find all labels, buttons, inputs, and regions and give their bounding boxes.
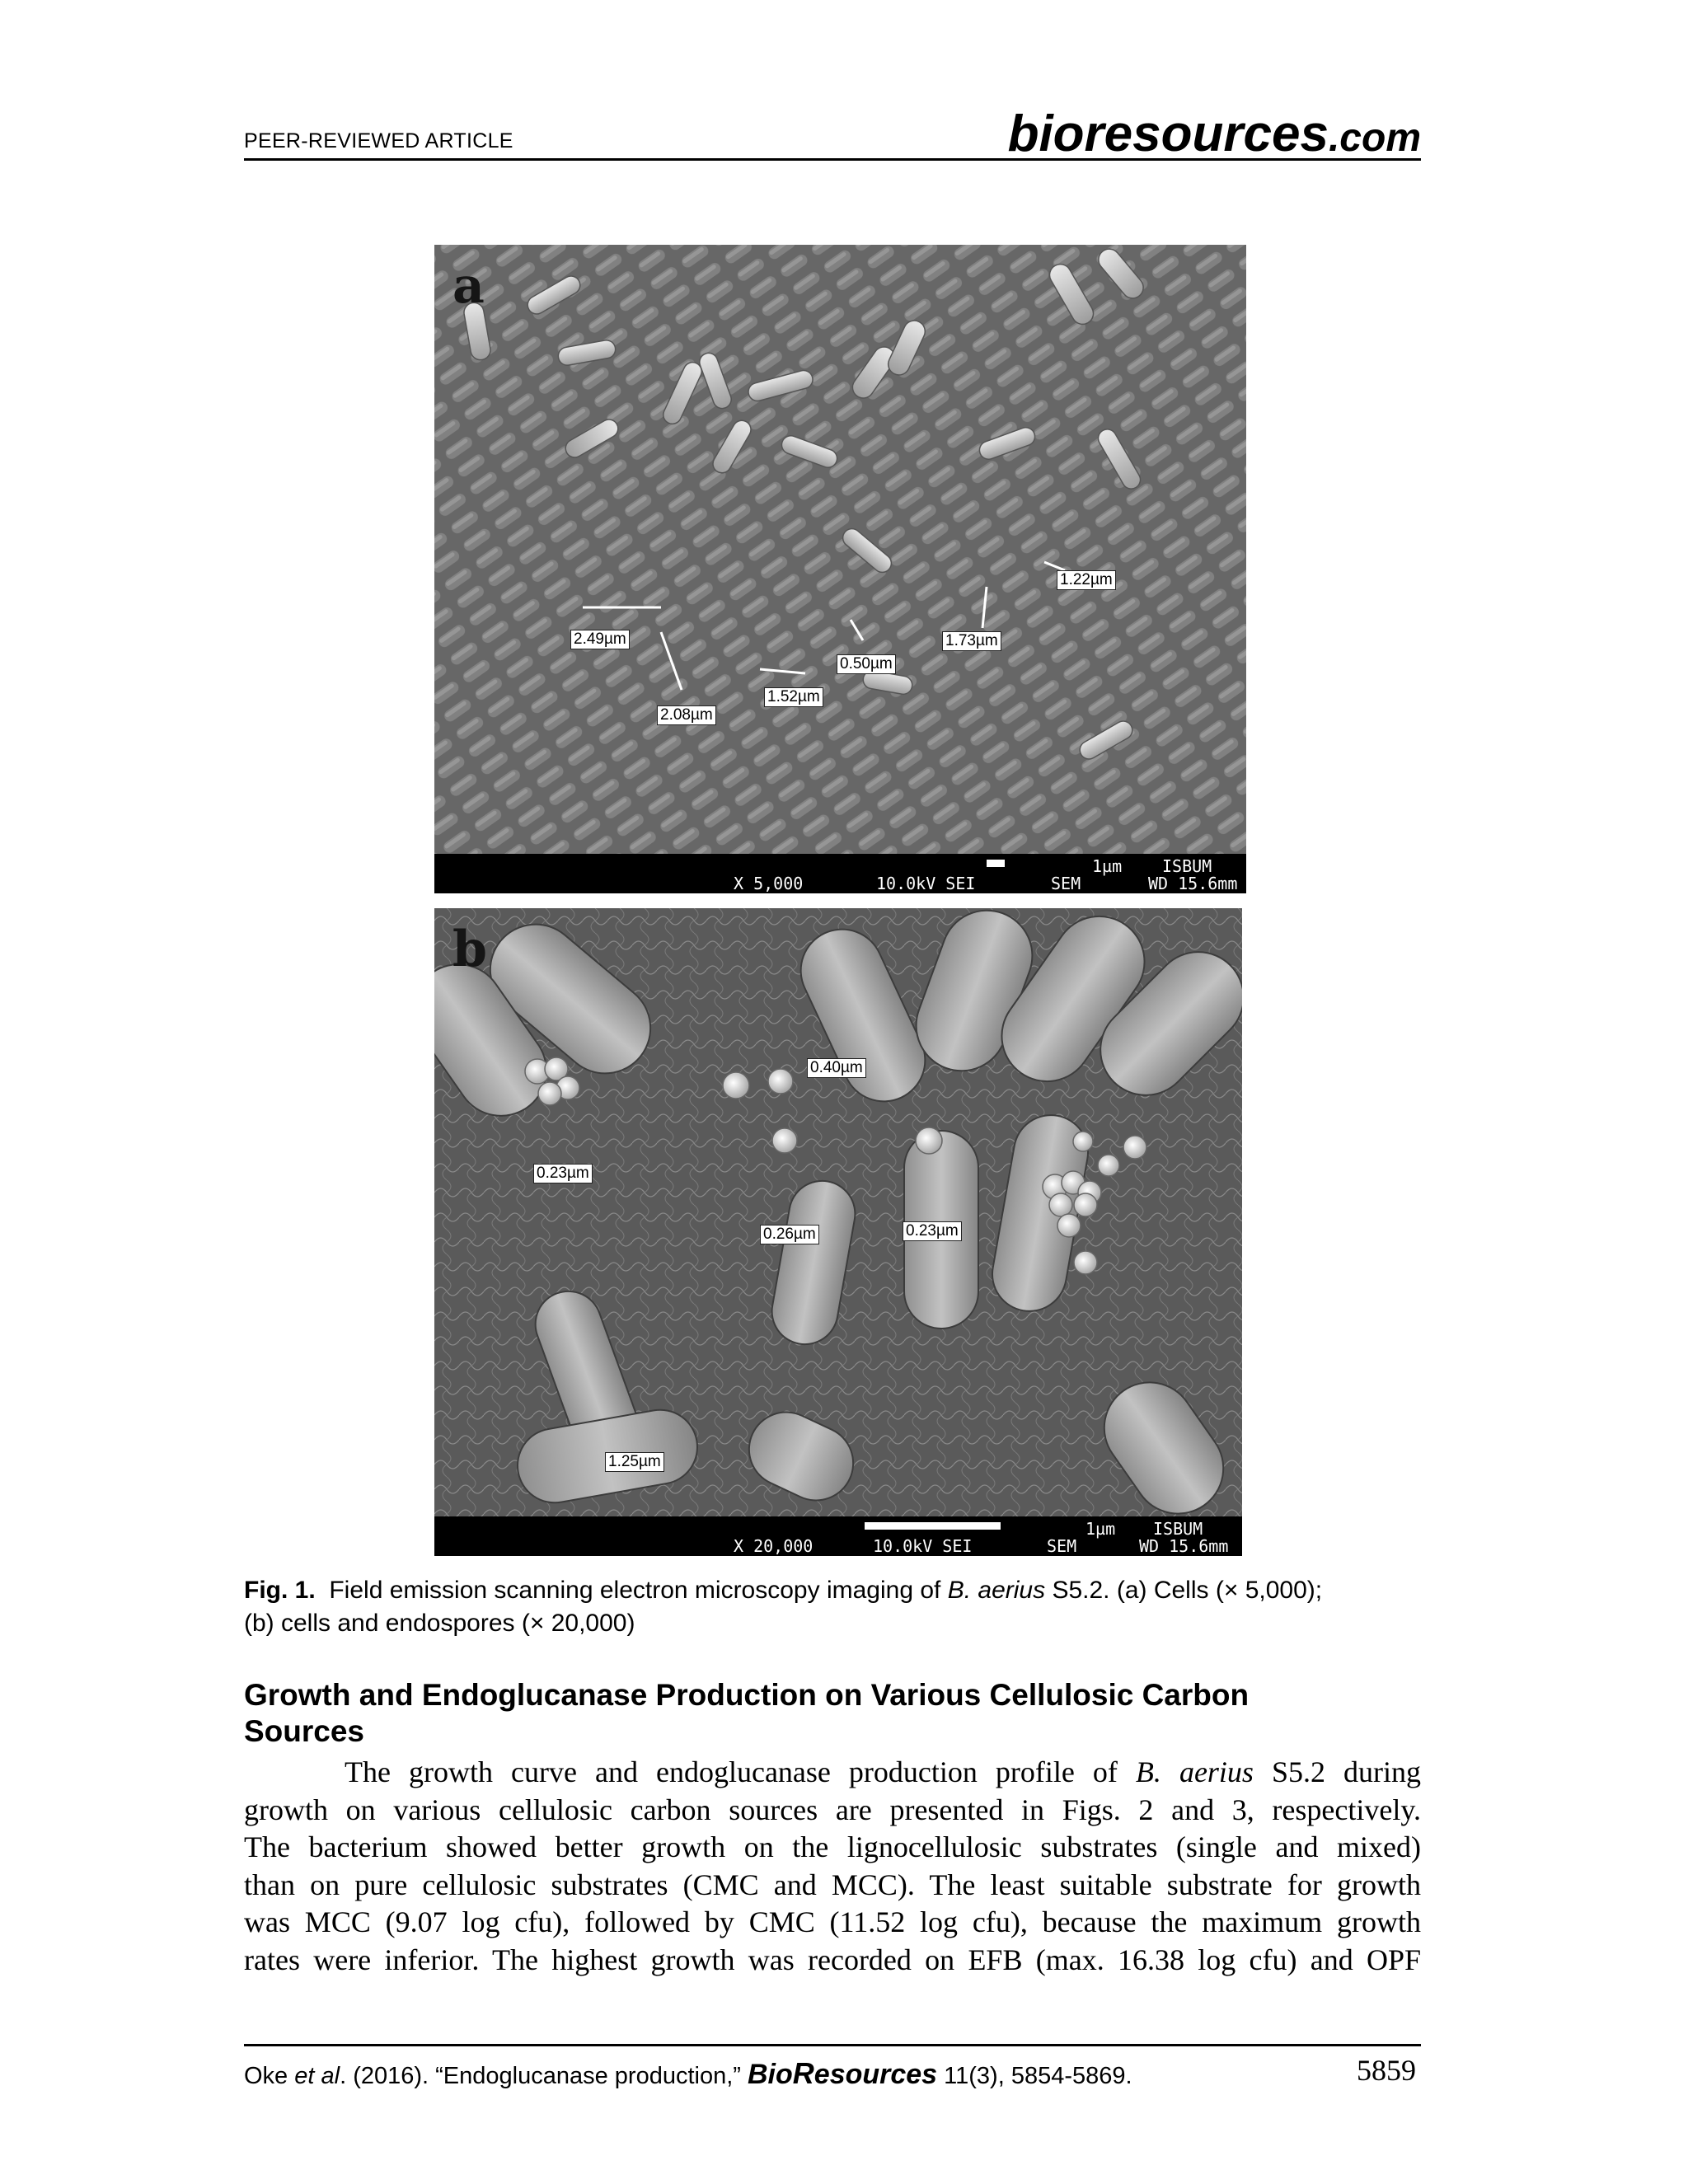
measurement-label: 2.49µm xyxy=(570,630,630,649)
measurement-label: 2.08µm xyxy=(657,705,716,725)
sem-micrograph-b xyxy=(434,908,1242,1518)
page-header xyxy=(244,99,1421,161)
site-suffix: .com xyxy=(1328,116,1421,160)
paragraph-line: rates were inferior. The highest growth was recorded on EFB (max. 16.38 log cfu) and OPF xyxy=(244,1943,1421,1976)
journal-site-logo xyxy=(1007,105,1421,162)
working-distance: WD 15.6mm xyxy=(1148,874,1238,893)
paragraph-line: growth on various cellulosic carbon sources are presented in Figs. 2 and 3, respectively. xyxy=(244,1793,1421,1826)
journal-name-part: Bio xyxy=(748,2059,793,2090)
magnification: X 20,000 xyxy=(734,1536,814,1556)
scale-value: 1µm xyxy=(1092,856,1123,876)
caption-text: S5.2. (a) Cells (× 5,000); xyxy=(1052,1577,1323,1604)
measurement-label: 1.73µm xyxy=(942,631,1001,651)
body-paragraph xyxy=(244,1754,1421,1979)
figure-caption xyxy=(244,1574,1421,1640)
measurement-label: 0.23µm xyxy=(533,1164,593,1183)
sem-image-panel-a xyxy=(434,245,1246,893)
article-type-label: PEER-REVIEWED ARTICLE xyxy=(244,129,513,152)
citation-title: . (2016). “Endoglucanase production,” xyxy=(340,2063,741,2089)
section-title-line: Sources xyxy=(244,1714,365,1748)
page-number: 5859 xyxy=(1357,2054,1416,2087)
paragraph-line: was MCC (9.07 log cfu), followed by CMC (11.52 log cfu), because the maximum growth xyxy=(244,1905,1421,1938)
voltage-mode: 10.0kV SEI xyxy=(873,1536,973,1556)
citation-authors: Oke xyxy=(244,2063,288,2089)
text-run: S5.2 during xyxy=(1253,1755,1422,1788)
imaging-mode: SEM xyxy=(1051,874,1081,893)
page-footer xyxy=(244,2056,1421,2091)
sem-image-panel-b xyxy=(434,908,1242,1556)
measurement-label: 1.52µm xyxy=(764,687,823,707)
paragraph-line: The bacterium showed better growth on the lignocellulosic substrates (single and mixed) xyxy=(244,1830,1421,1863)
species-name: B. aerius xyxy=(1135,1755,1254,1788)
facility-name: ISBUM xyxy=(1162,856,1212,876)
facility-name: ISBUM xyxy=(1153,1519,1203,1539)
journal-name-part: R xyxy=(792,2056,814,2090)
sem-micrograph-a xyxy=(434,245,1246,855)
paragraph-line xyxy=(244,1754,1421,1792)
section-title-line: Growth and Endoglucanase Production on Various Cellulosic Carbon xyxy=(244,1678,1250,1712)
caption-text: (b) cells and endospores (× 20,000) xyxy=(244,1610,635,1637)
citation-et-al: et al xyxy=(294,2063,340,2089)
sem-info-bar-b xyxy=(434,1516,1242,1556)
scale-value: 1µm xyxy=(1085,1519,1116,1539)
measurement-label: 0.40µm xyxy=(807,1058,866,1078)
citation-volume: 11(3), 5854-5869. xyxy=(944,2063,1132,2089)
measurement-label: 0.26µm xyxy=(760,1225,819,1244)
measurement-label: 0.23µm xyxy=(903,1221,962,1241)
working-distance: WD 15.6mm xyxy=(1139,1536,1229,1556)
journal-name-part: esources xyxy=(814,2059,938,2090)
paragraph-line: than on pure cellulosic substrates (CMC and MCC). The least suitable substrate for growth xyxy=(244,1868,1421,1901)
figure-label: Fig. 1. xyxy=(244,1577,316,1604)
text-run: The growth curve and endoglucanase production profile of xyxy=(345,1755,1136,1788)
site-name: bioresources xyxy=(1007,105,1329,162)
scale-bar-mark xyxy=(865,1522,1001,1530)
caption-text: Field emission scanning electron microscopy imaging of xyxy=(329,1577,941,1604)
voltage-mode: 10.0kV SEI xyxy=(876,874,976,893)
section-heading xyxy=(244,1677,1421,1750)
measurement-label: 1.22µm xyxy=(1057,570,1116,590)
footer-divider xyxy=(244,2044,1421,2046)
measurement-label: 0.50µm xyxy=(837,654,896,674)
species-name: B. aerius xyxy=(947,1577,1046,1604)
imaging-mode: SEM xyxy=(1047,1536,1077,1556)
magnification: X 5,000 xyxy=(734,874,804,893)
panel-letter-b: b xyxy=(452,921,487,978)
sem-info-bar-a xyxy=(434,854,1246,893)
panel-letter-a: a xyxy=(452,257,485,315)
scale-bar-mark xyxy=(987,860,1005,867)
measurement-label: 1.25µm xyxy=(605,1452,664,1472)
journal-name xyxy=(748,2056,938,2090)
